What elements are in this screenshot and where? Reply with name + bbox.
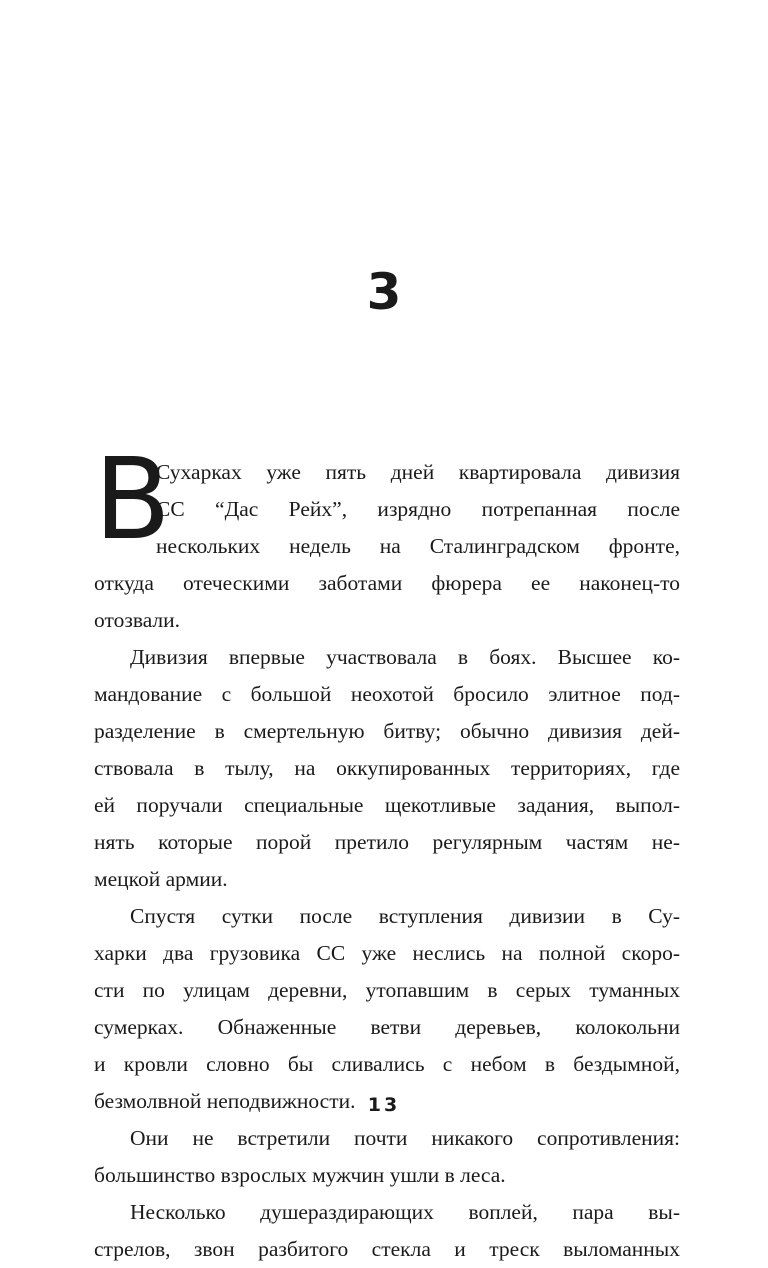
text-line: СС “Дас Рейх”, изрядно потрепанная после <box>156 497 680 521</box>
text-line: большинство взрослых мужчин ушли в леса. <box>94 1163 506 1187</box>
text-line: стрелов, звон разбитого стекла и треск выломанных <box>94 1237 680 1261</box>
text-line: мецкой армии. <box>94 867 228 891</box>
text-line: ствовала в тылу, на оккупированных территориях, где <box>94 756 680 780</box>
text-line: ей поручали специальные щекотливые задания, выпол- <box>94 793 680 817</box>
text-line: сти по улицам деревни, утопавшим в серых туманных <box>94 978 680 1002</box>
chapter-number: 3 <box>366 263 402 321</box>
text-line: Сухарках уже пять дней квартировала дивизия <box>156 460 680 484</box>
body-text <box>94 454 680 1268</box>
paragraph-4 <box>94 1120 680 1194</box>
paragraph-3 <box>94 898 680 1120</box>
text-line: отозвали. <box>94 608 181 632</box>
text-line: Спустя сутки после вступления дивизии в Су- <box>130 904 680 928</box>
text-line: откуда отеческими заботами фюрера ее наконец-то <box>94 571 680 595</box>
drop-cap: В <box>94 435 171 565</box>
paragraph-1 <box>94 454 680 639</box>
text-line: Дивизия впервые участвовала в боях. Высшее ко- <box>130 645 680 669</box>
paragraph-2 <box>94 639 680 898</box>
text-line: безмолвной неподвижности. <box>94 1089 356 1113</box>
page-number: 13 <box>367 1094 401 1116</box>
text-line: харки два грузовика СС уже неслись на полной скоро- <box>94 941 680 965</box>
text-line: разделение в смертельную битву; обычно дивизия дей- <box>94 719 680 743</box>
text-line: нять которые порой претило регулярным частям не- <box>94 830 680 854</box>
text-line: нескольких недель на Сталинградском фронте, <box>156 534 680 558</box>
text-line: Они не встретили почти никакого сопротивления: <box>130 1126 680 1150</box>
text-line: сумерках. Обнаженные ветви деревьев, колокольни <box>94 1015 680 1039</box>
text-line: Несколько душераздирающих воплей, пара вы- <box>130 1200 680 1224</box>
paragraph-5 <box>94 1194 680 1268</box>
text-line: мандование с большой неохотой бросило элитное под- <box>94 682 680 706</box>
text-line: и кровли словно бы сливались с небом в бездымной, <box>94 1052 680 1076</box>
